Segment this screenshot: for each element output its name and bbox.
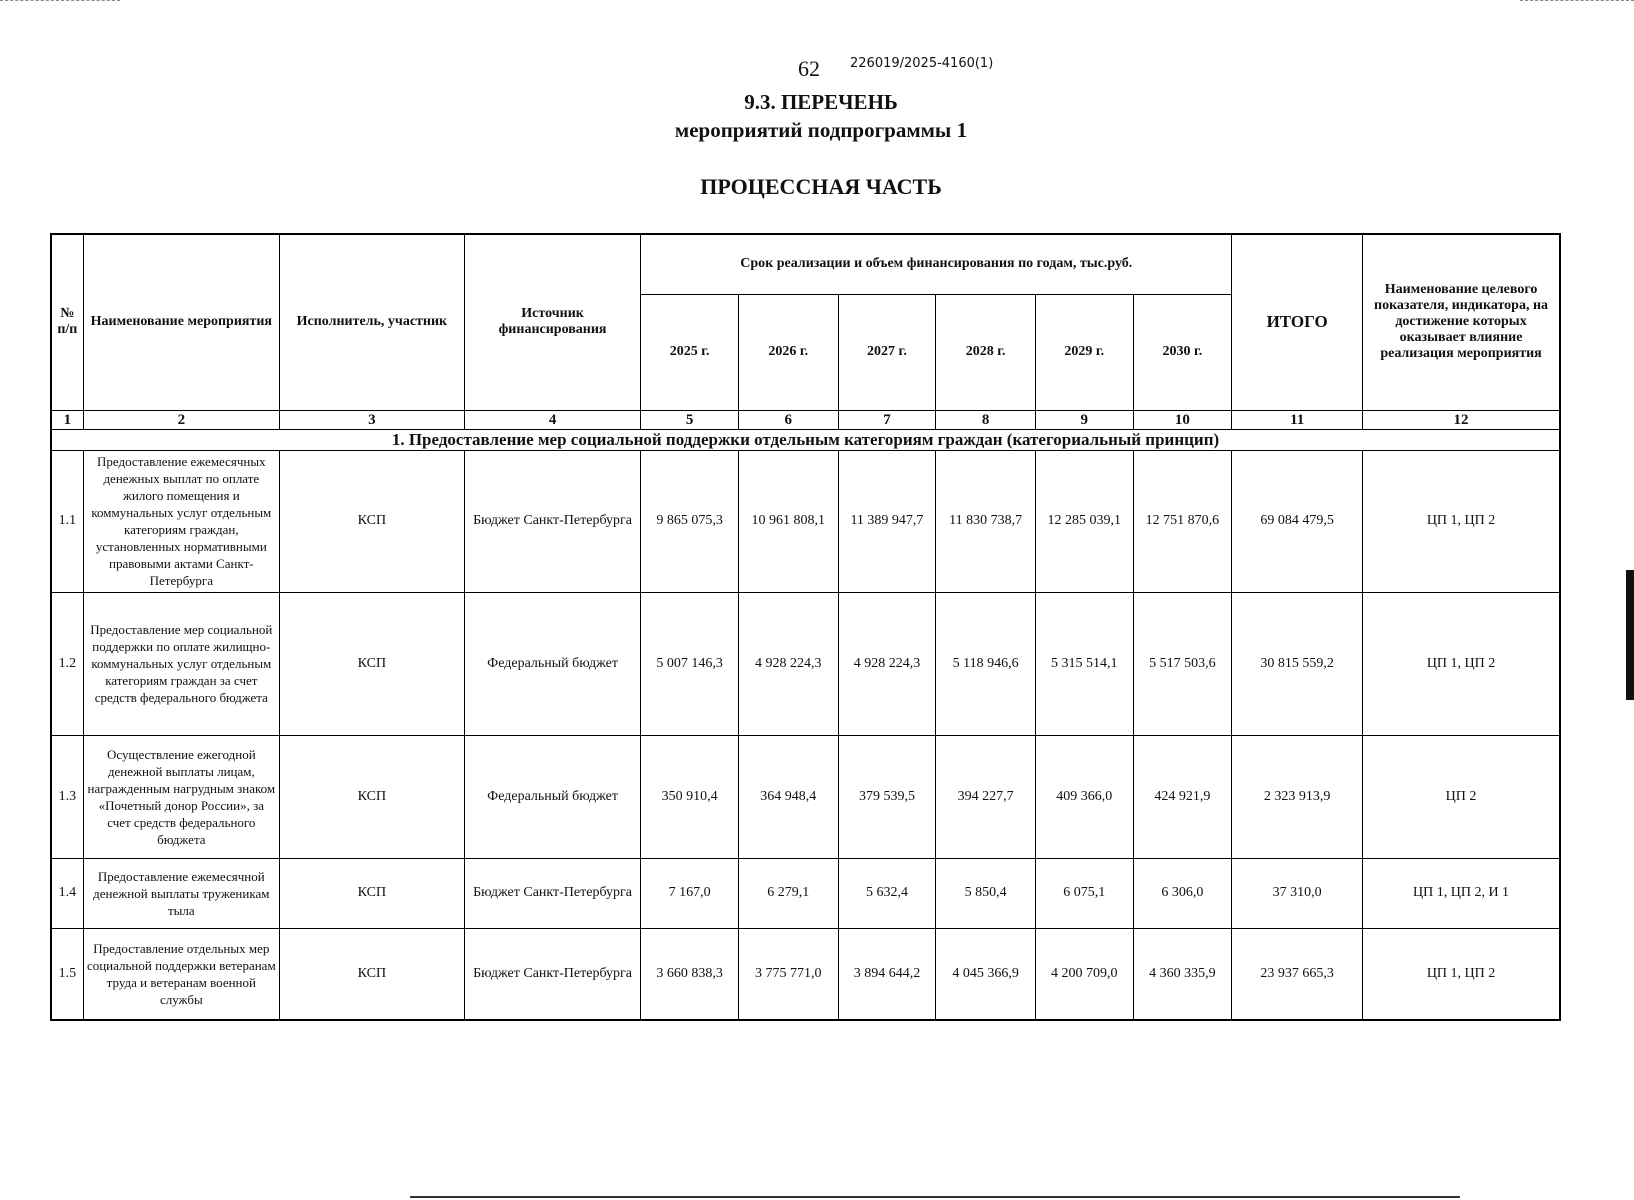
header-num: № п/п: [51, 234, 83, 410]
column-number: 1: [51, 410, 83, 429]
value-2029: 6 075,1: [1035, 858, 1133, 928]
column-number: 8: [936, 410, 1036, 429]
value-2027: 11 389 947,7: [838, 450, 936, 592]
column-number: 11: [1232, 410, 1363, 429]
funding-source: Федеральный бюджет: [464, 735, 641, 858]
value-2029: 12 285 039,1: [1035, 450, 1133, 592]
executor: КСП: [279, 450, 464, 592]
executor: КСП: [279, 928, 464, 1020]
table-row: [51, 858, 1560, 928]
value-2028: 4 045 366,9: [936, 928, 1036, 1020]
value-2025: 7 167,0: [641, 858, 739, 928]
value-2028: 5 850,4: [936, 858, 1036, 928]
header-name: Наименование мероприятия: [83, 234, 279, 410]
section-title: 1. Предоставление мер социальной поддержки отдельным категориям граждан (категориальный принцип): [51, 429, 1560, 450]
column-number: 6: [738, 410, 838, 429]
row-number: 1.4: [51, 858, 83, 928]
title-list: 9.3. ПЕРЕЧЕНЬ: [744, 90, 898, 114]
value-2028: 5 118 946,6: [936, 592, 1036, 735]
scan-edge-bottom: [410, 1196, 1460, 1198]
value-2030: 12 751 870,6: [1133, 450, 1232, 592]
measure-name: Предоставление ежемесячных денежных выплат по оплате жилого помещения и коммунальных услуг отдельным категориям граждан, установленных нормативными правовыми актами Санкт-Петербурга: [83, 450, 279, 592]
title-subprogram: мероприятий подпрограммы 1: [674, 118, 968, 142]
measure-name: Предоставление мер социальной поддержки по оплате жилищно-коммунальных услуг отдельным категориям граждан за счет средств федерального бюджета: [83, 592, 279, 735]
column-number: 5: [641, 410, 739, 429]
table-row: [51, 592, 1560, 735]
value-2026: 4 928 224,3: [738, 592, 838, 735]
measure-name: Предоставление ежемесячной денежной выплаты труженикам тыла: [83, 858, 279, 928]
column-number: 2: [83, 410, 279, 429]
funding-source: Бюджет Санкт-Петербурга: [464, 450, 641, 592]
value-2026: 364 948,4: [738, 735, 838, 858]
value-2030: 6 306,0: [1133, 858, 1232, 928]
executor: КСП: [279, 858, 464, 928]
total-value: 2 323 913,9: [1232, 735, 1363, 858]
value-2025: 3 660 838,3: [641, 928, 739, 1020]
header-source: Источник финансирования: [464, 234, 641, 410]
value-2025: 5 007 146,3: [641, 592, 739, 735]
total-value: 23 937 665,3: [1232, 928, 1363, 1020]
column-number: 3: [279, 410, 464, 429]
indicator: ЦП 1, ЦП 2: [1363, 592, 1560, 735]
scan-edge-mark: [1626, 570, 1634, 700]
value-2025: 9 865 075,3: [641, 450, 739, 592]
document-id: 226019/2025-4160(1): [850, 56, 994, 71]
table-row: [51, 928, 1560, 1020]
value-2029: 4 200 709,0: [1035, 928, 1133, 1020]
row-number: 1.5: [51, 928, 83, 1020]
header-year: 2025 г.: [641, 294, 739, 410]
column-number: 10: [1133, 410, 1232, 429]
value-2026: 3 775 771,0: [738, 928, 838, 1020]
header-year: 2030 г.: [1133, 294, 1232, 410]
value-2029: 409 366,0: [1035, 735, 1133, 858]
header-period: Срок реализации и объем финансирования по годам, тыс.руб.: [641, 234, 1232, 294]
total-value: 69 084 479,5: [1232, 450, 1363, 592]
value-2026: 10 961 808,1: [738, 450, 838, 592]
value-2027: 5 632,4: [838, 858, 936, 928]
header-executor: Исполнитель, участник: [279, 234, 464, 410]
column-number: 12: [1363, 410, 1560, 429]
value-2030: 424 921,9: [1133, 735, 1232, 858]
header-year: 2029 г.: [1035, 294, 1133, 410]
indicator: ЦП 2: [1363, 735, 1560, 858]
value-2029: 5 315 514,1: [1035, 592, 1133, 735]
measure-name: Осуществление ежегодной денежной выплаты лицам, награжденным нагрудным знаком «Почетный донор России», за счет средств федерального бюджета: [83, 735, 279, 858]
measure-name: Предоставление отдельных мер социальной поддержки ветеранам труда и ветеранам военной службы: [83, 928, 279, 1020]
indicator: ЦП 1, ЦП 2: [1363, 450, 1560, 592]
executor: КСП: [279, 592, 464, 735]
column-number: 7: [838, 410, 936, 429]
total-value: 37 310,0: [1232, 858, 1363, 928]
header-year: 2026 г.: [738, 294, 838, 410]
table-row: [51, 450, 1560, 592]
table-row: [51, 735, 1560, 858]
funding-source: Федеральный бюджет: [464, 592, 641, 735]
value-2030: 4 360 335,9: [1133, 928, 1232, 1020]
value-2025: 350 910,4: [641, 735, 739, 858]
scan-edge-top-left: [0, 0, 120, 1]
header-year: 2027 г.: [838, 294, 936, 410]
indicator: ЦП 1, ЦП 2: [1363, 928, 1560, 1020]
funding-source: Бюджет Санкт-Петербурга: [464, 928, 641, 1020]
value-2030: 5 517 503,6: [1133, 592, 1232, 735]
value-2028: 394 227,7: [936, 735, 1036, 858]
row-number: 1.1: [51, 450, 83, 592]
indicator: ЦП 1, ЦП 2, И 1: [1363, 858, 1560, 928]
measures-table: [50, 233, 1561, 1021]
value-2027: 3 894 644,2: [838, 928, 936, 1020]
page-number: 62: [798, 56, 820, 81]
value-2028: 11 830 738,7: [936, 450, 1036, 592]
column-number: 4: [464, 410, 641, 429]
value-2026: 6 279,1: [738, 858, 838, 928]
title-process-part: ПРОЦЕССНАЯ ЧАСТЬ: [700, 174, 942, 199]
header-year: 2028 г.: [936, 294, 1036, 410]
row-number: 1.2: [51, 592, 83, 735]
column-number: 9: [1035, 410, 1133, 429]
row-number: 1.3: [51, 735, 83, 858]
total-value: 30 815 559,2: [1232, 592, 1363, 735]
value-2027: 379 539,5: [838, 735, 936, 858]
value-2027: 4 928 224,3: [838, 592, 936, 735]
scan-edge-top-right: [1520, 0, 1634, 1]
funding-source: Бюджет Санкт-Петербурга: [464, 858, 641, 928]
header-indicator: Наименование целевого показателя, индикатора, на достижение которых оказывает влияние реализация мероприятия: [1363, 234, 1560, 410]
executor: КСП: [279, 735, 464, 858]
header-total: ИТОГО: [1232, 234, 1363, 410]
